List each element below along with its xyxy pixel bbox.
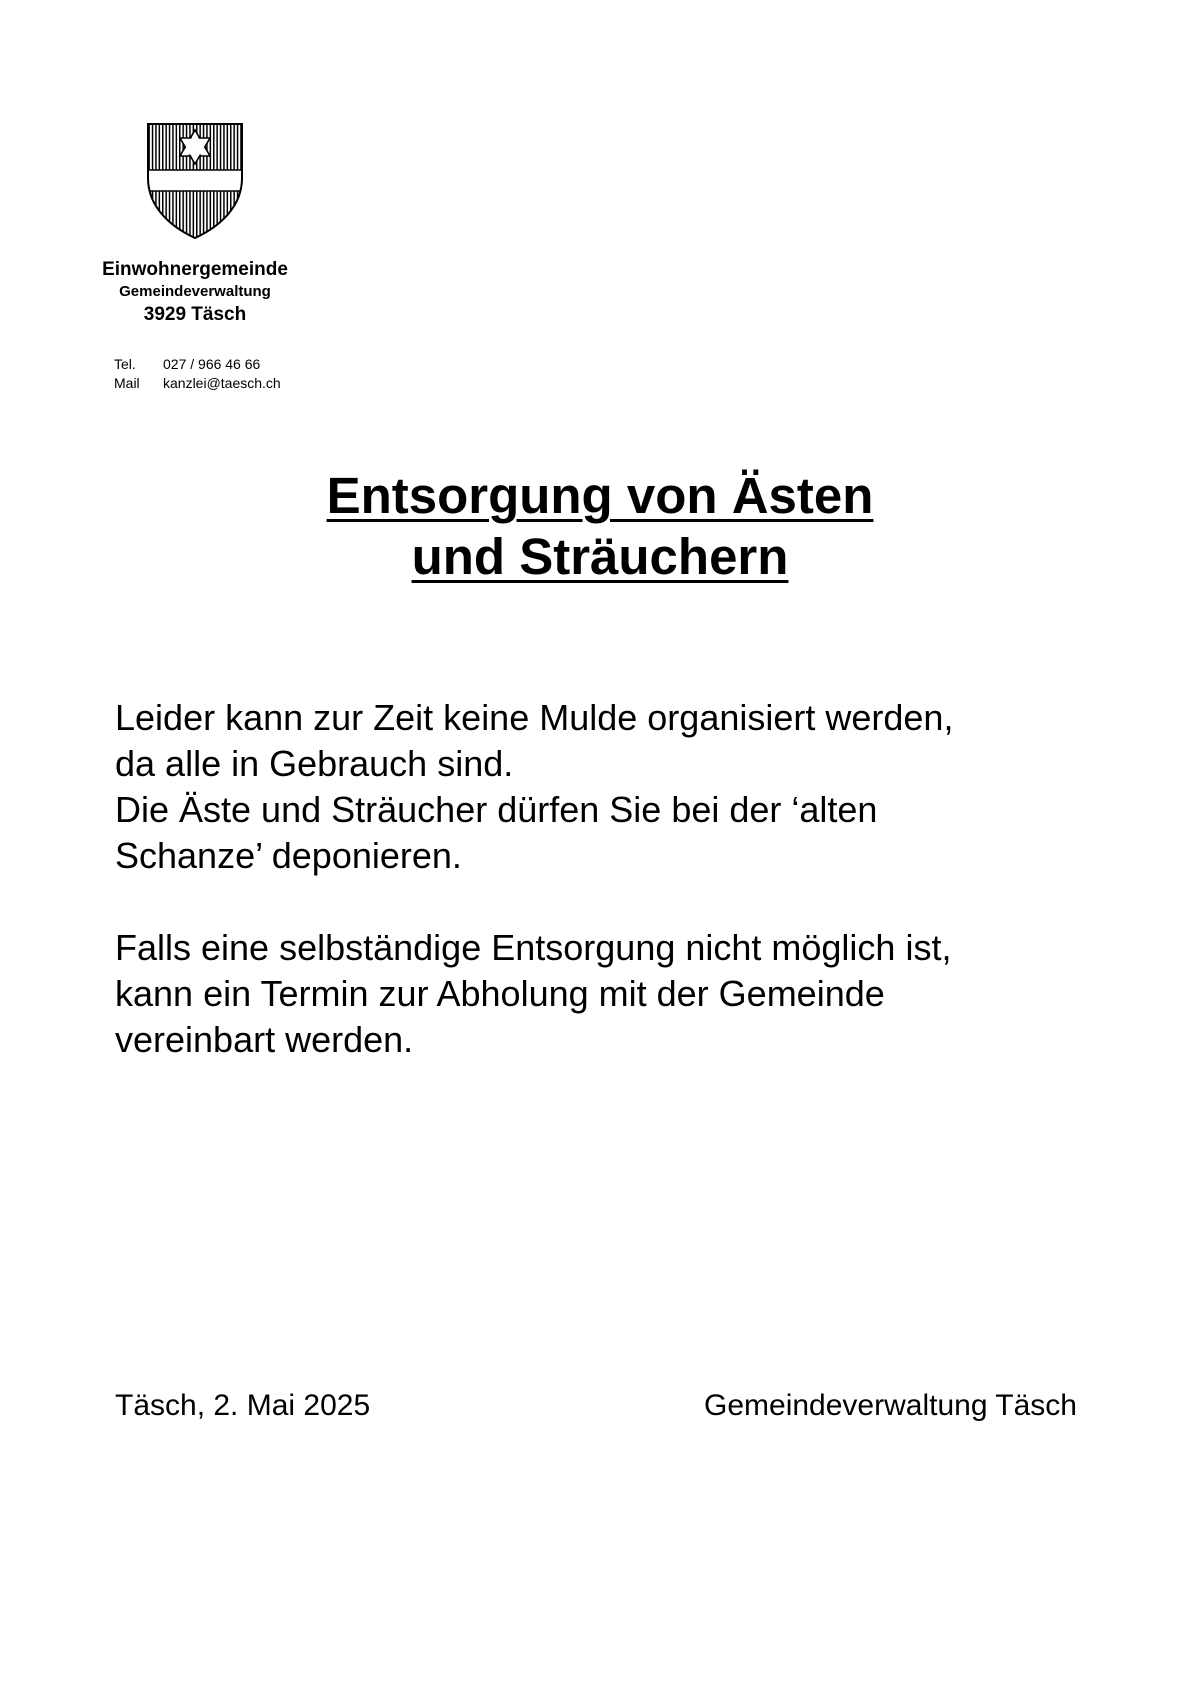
footer-date: Täsch, 2. Mai 2025 — [115, 1389, 371, 1422]
body-line: Die Äste und Sträucher dürfen Sie bei der ‘alten — [115, 789, 878, 830]
organisation-header — [80, 258, 310, 327]
contact-mail-row — [114, 374, 281, 393]
org-name: Einwohnergemeinde — [102, 259, 288, 280]
contact-block — [114, 355, 281, 393]
contact-tel-row — [114, 355, 281, 374]
org-postal-town: 3929 Täsch — [143, 304, 247, 325]
body-line: Leider kann zur Zeit keine Mulde organisiert werden, — [115, 697, 954, 738]
notice-body — [115, 695, 1115, 1063]
body-line: vereinbart werden. — [115, 1019, 414, 1060]
body-line: da alle in Gebrauch sind. — [115, 743, 514, 784]
org-department: Gemeindeverwaltung — [119, 283, 271, 300]
mail-label: Mail — [114, 375, 140, 391]
body-line: Schanze’ deponieren. — [115, 835, 462, 876]
tel-value: 027 / 966 46 66 — [163, 356, 261, 372]
mail-value: kanzlei@taesch.ch — [163, 375, 281, 391]
body-line: kann ein Termin zur Abholung mit der Gemeinde — [115, 973, 885, 1014]
paragraph-gap — [115, 879, 1115, 925]
body-line: Falls eine selbständige Entsorgung nicht möglich ist, — [115, 927, 952, 968]
coat-of-arms-icon — [145, 122, 245, 240]
footer-signature: Gemeindeverwaltung Täsch — [704, 1389, 1077, 1422]
title-line-1: Entsorgung von Ästen — [326, 467, 874, 524]
title-line-2: und Sträuchern — [411, 528, 789, 585]
tel-label: Tel. — [114, 356, 136, 372]
page-title — [0, 465, 1190, 587]
